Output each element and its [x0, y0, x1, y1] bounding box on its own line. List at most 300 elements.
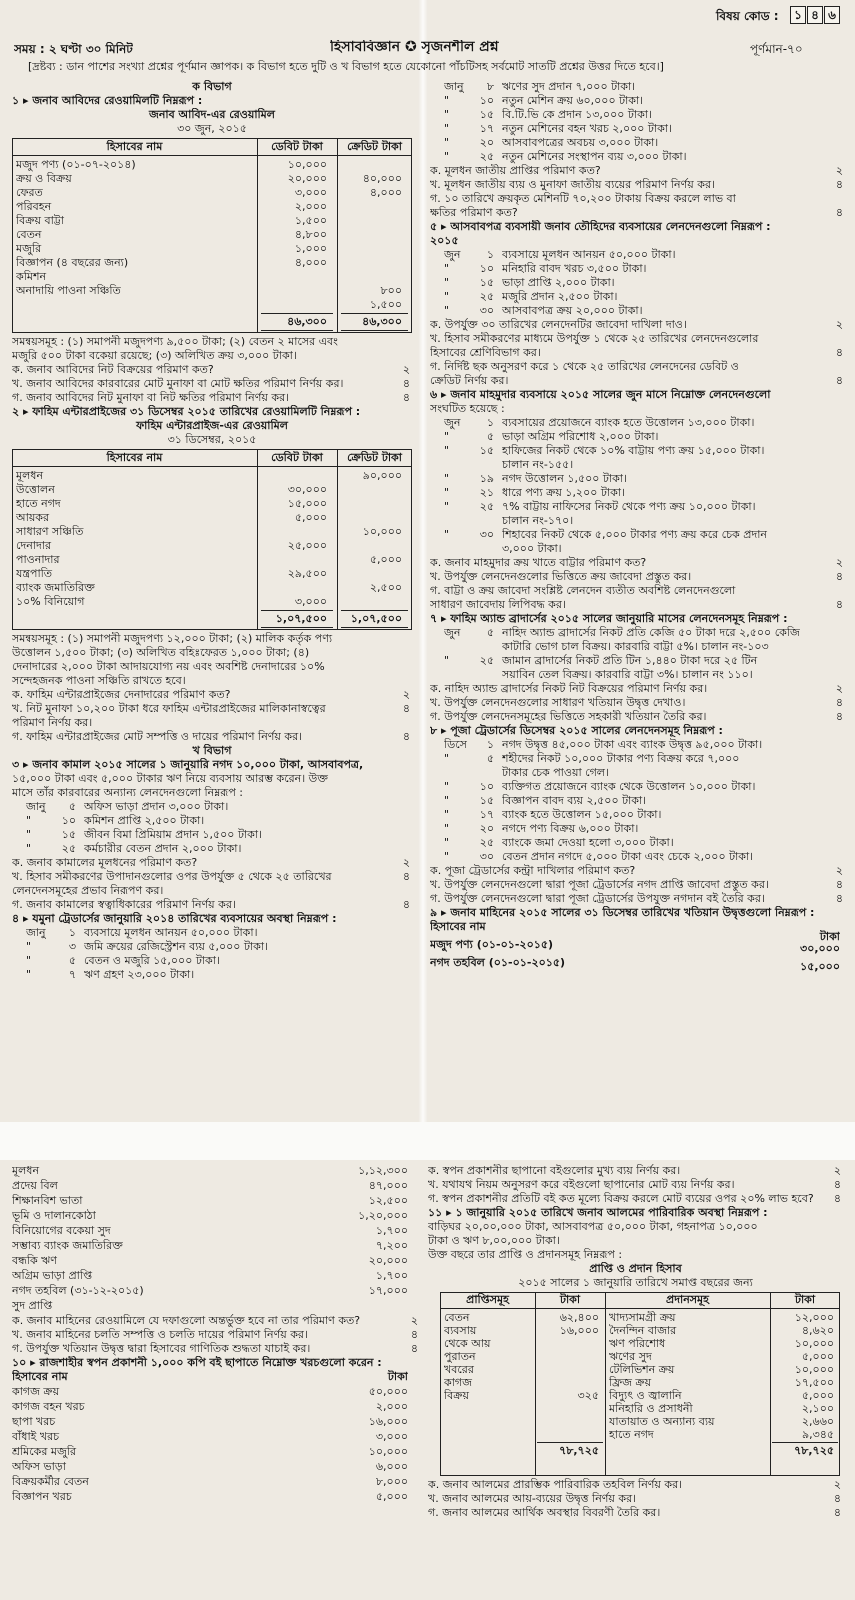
- q10-question-0-marks: ২: [833, 1164, 841, 1177]
- q1-adjustment-0: সমন্বয়সমূহ : (১) সমাপনী মজুদপণ্য ৯,৫০০ টাকা; (২) বেতন ২ মাসের এবং: [12, 335, 338, 348]
- q10-cost-amount: ৫০,০০০: [368, 1385, 408, 1398]
- q10-cost-amount: ১৬,০০০: [368, 1415, 408, 1428]
- trial-balance-1-hline: [12, 155, 412, 156]
- q5-transaction-3-month: ": [444, 290, 450, 303]
- q4-transaction-0-day: ১: [68, 926, 76, 939]
- q3-transaction-0-month: জানু: [26, 800, 46, 813]
- q4-transaction-cont-3-text: নতুন মেশিনের বহন খরচ ২,০০০ টাকা।: [502, 122, 672, 135]
- q8-transaction-1-day: ৫: [486, 752, 494, 765]
- trial-balance-2-row-credit: ৫,০০০: [369, 553, 402, 566]
- q4-transaction-cont-1-month: ": [444, 94, 450, 107]
- q8-transaction-3-text: ব্যক্তিগত প্রয়োজনে ব্যাংক থেকে উত্তোলন ১০,০০০ টাকা।: [502, 780, 756, 793]
- q8-question-2: গ. উপর্যুক্ত লেনদেনগুলো দ্বারা পূজা ট্রেডার্সের উপযুক্ত নগদান বই তৈরি কর।: [430, 892, 765, 905]
- q7-question-0-marks: ২: [835, 682, 843, 695]
- rp-total-payments: ৭৮,৭২৫: [794, 1444, 834, 1457]
- q1-question-2: গ. জনাব আবিদের নিট মুনাফা বা নিট ক্ষতির পরিমাণ নির্ণয় কর।: [12, 391, 290, 404]
- rp-receipt-name: ব্যবসায়: [444, 1324, 477, 1337]
- q3-transaction-1-text: কমিশন প্রাপ্তি ২,৫০০ টাকা।: [84, 814, 205, 827]
- q5-transaction-0-text: ব্যবসায়ে মূলধন আনয়ন ৫০,০০০ টাকা।: [502, 248, 676, 261]
- q6-transaction-8-day: ৩০: [479, 528, 494, 541]
- q7-transaction-2-month: ": [444, 654, 450, 667]
- q7-question-2-marks: ৪: [835, 710, 843, 723]
- q9-ledger-amount: ৪৭,০০০: [368, 1179, 408, 1192]
- q4-transaction-cont-0-text: ঋণের সুদ প্রদান ৭,০০০ টাকা।: [502, 80, 636, 93]
- trial-balance-2-row-debit: ৩০,০০০: [287, 483, 327, 496]
- q10-question-2-marks: ৪: [833, 1192, 841, 1205]
- q6-transaction-2-day: ১৫: [479, 444, 494, 457]
- q1-date: ৩০ জুন, ২০১৫: [177, 122, 247, 135]
- trial-balance-2-total-debit: ১,০৭,৫০০: [275, 612, 327, 625]
- q4-transaction-0-month: জানু: [26, 926, 46, 939]
- q11-question-1: খ. জনাব আলমের আয়-ব্যয়ের উদ্বৃত্ত নির্ণয় কর।: [428, 1492, 637, 1505]
- trial-balance-1-row-credit: ১,৫০০: [369, 298, 402, 311]
- q8-transaction-7-day: ২৫: [479, 836, 494, 849]
- q5-transaction-4-month: ": [444, 304, 450, 317]
- q3-intro-2: মাসে তাঁর কারবারের অন্যান্য লেনদেনগুলো নিম্নরূপ :: [12, 786, 243, 799]
- q1-question-0: ক. জনাব আবিদের নিট বিক্রয়ের পরিমাণ কত?: [12, 363, 214, 376]
- q8-transaction-2-text: টাকার চেক পাওয়া গেল।: [502, 766, 609, 779]
- q6-transaction-6-text: ৭% বাট্টায় নাফিসের নিকট থেকে পণ্য ক্রয় ১০,০০০ টাকা।: [502, 500, 756, 513]
- rp-payment-name: বিদ্যুৎ ও জ্বালানি: [609, 1389, 682, 1402]
- q5-transaction-1-day: ১০: [479, 262, 494, 275]
- rp-receipt-amount: ১৬,০০০: [559, 1324, 599, 1337]
- q2-adjustment-1: উত্তোলন ১,৫০০ টাকা; (৩) অলিখিত বহিঃফেরত ১,০০০ টাকা; (৪): [12, 646, 310, 659]
- q10-cost-name: অফিস ভাড়া: [12, 1460, 66, 1473]
- q6-transaction-0-month: জুন: [444, 416, 461, 429]
- q5-transaction-4-day: ৩০: [479, 304, 494, 317]
- q1-question-2-marks: ৪: [402, 391, 410, 404]
- q8-transaction-6-month: ": [444, 822, 450, 835]
- rp-receipt-name: বেতন: [444, 1311, 470, 1324]
- q9-ledger-amount: ২০,০০০: [368, 1254, 408, 1267]
- trial-balance-2-row-credit: ১০,০০০: [362, 525, 402, 538]
- q6-question-3: সাধারণ জাবেদায় লিপিবদ্ধ কর।: [430, 598, 566, 611]
- q5-question-4: ক্রেডিট নির্ণয় কর।: [430, 374, 509, 387]
- q9-ledger-amount: ১২,৫০০: [368, 1194, 408, 1207]
- q5-question-0: ক. উপর্যুক্ত ৩০ তারিখের লেনদেনটির জাবেদা দাখিলা দাও।: [430, 318, 687, 331]
- q5-transaction-3-text: মজুরি প্রদান ২,৫০০ টাকা।: [502, 290, 618, 303]
- rp-head-receipts: প্রাপ্তিসমূহ: [466, 1293, 509, 1306]
- subject-code-label: বিষয় কোড :: [716, 9, 779, 23]
- q9-question-1-marks: ৪: [410, 1328, 418, 1341]
- q9-ledger-amount: ১,১২,৩০০: [358, 1164, 408, 1177]
- q10-cost-name: কাগজ ক্রয়: [12, 1385, 60, 1398]
- q6-transaction-6-day: ২৫: [479, 500, 494, 513]
- trial-balance-2-row-name: সাধারণ সঞ্চিতি: [16, 525, 84, 538]
- rp-payment-name: টেলিভিশন ক্রয়: [609, 1363, 675, 1376]
- q9-ledger-amount: ১,২০,০০০: [358, 1209, 408, 1222]
- exam-time: সময় : ২ ঘণ্টা ৩০ মিনিট: [14, 42, 133, 56]
- q9-row-amount: ৩০,০০০: [800, 942, 840, 955]
- q6-question-0: ক. জনাব মাহমুদার ক্রয় খাতে বাট্টার পরিমাণ কত?: [430, 556, 647, 569]
- q7-transaction-2-day: ২৫: [479, 654, 494, 667]
- code-digit-2: ৪: [807, 6, 823, 24]
- rp-receipt-name: বিক্রয়: [444, 1389, 469, 1402]
- trial-balance-2-row-name: যন্ত্রপাতি: [16, 567, 53, 580]
- q1-adjustment-1: মজুরি ৫০০ টাকা বকেয়া রয়েছে; (৩) অলিখিত ক্রয় ৩,০০০ টাকা।: [12, 349, 297, 362]
- q4-transaction-1-text: জমি ক্রয়ের রেজিস্ট্রেশন ব্যয় ৫,০০০ টাকা।: [84, 940, 268, 953]
- rp-payment-amount: ১০,০০০: [794, 1337, 834, 1350]
- q4-transaction-cont-3-day: ১৭: [479, 122, 494, 135]
- q4-transaction-cont-5-month: ": [444, 150, 450, 163]
- trial-balance-1-row-debit: ১,৫০০: [294, 214, 327, 227]
- q6-transaction-8-month: ": [444, 528, 450, 541]
- q5-transaction-3-day: ২৫: [479, 290, 494, 303]
- q6-transaction-2-text: হাফিজের নিকট থেকে ১০% বাট্টায় পণ্য ক্রয় ১৫,০০০ টাকা।: [502, 444, 765, 457]
- code-digit-1: ১: [790, 6, 806, 24]
- q3-question-0: ক. জনাব কামালের মূলধনের পরিমাণ কত?: [12, 856, 198, 869]
- trial-balance-2-total-line1: [261, 610, 333, 611]
- q11-question-0-marks: ২: [833, 1478, 841, 1491]
- q5-intro-0: ৫ ▸ আসবাবপত্র ব্যবসায়ী জনাব তৌহিদের ব্যবসায়ের লেনদেনগুলো নিম্নরূপ :: [430, 220, 771, 233]
- q4-transaction-2-month: ": [26, 954, 32, 967]
- q10-head-amount: টাকা: [387, 1370, 408, 1383]
- trial-balance-1-row-debit: ২০,০০০: [287, 172, 327, 185]
- q11-question-0: ক. জনাব আলমের প্রারম্ভিক পারিবারিক তহবিল নির্ণয় কর।: [428, 1478, 683, 1491]
- q10-intro: ১০ ▸ রাজশাহীর স্বপন প্রকাশনী ১,০০০ কপি বই ছাপাতে নিম্নোক্ত খরচগুলো করেন :: [12, 1356, 382, 1369]
- q10-cost-name: বিজ্ঞাপন খরচ: [12, 1490, 72, 1503]
- rp-receipt-name: খবরের: [444, 1363, 474, 1376]
- q5-question-4-marks: ৪: [835, 374, 843, 387]
- q2-question-0-marks: ২: [402, 688, 410, 701]
- trial-balance-2-row-name: ১০% বিনিয়োগ: [16, 595, 85, 608]
- q4-transaction-3-day: ৭: [68, 968, 76, 981]
- trial-balance-2-row-debit: ২৯,৫০০: [287, 567, 327, 580]
- trial-balance-2-row-name: দেনাদার: [16, 539, 52, 552]
- trial-balance-1-row-name: বিক্রয় বাট্টা: [16, 214, 64, 227]
- rp-payment-name: মনিহারি ও প্রসাধনী: [609, 1402, 693, 1415]
- q3-transaction-3-month: ": [26, 842, 32, 855]
- q8-transaction-8-month: ": [444, 850, 450, 863]
- trial-balance-2-row-name: ব্যাংক জমাতিরিক্ত: [16, 581, 95, 594]
- q8-question-1-marks: ৪: [835, 878, 843, 891]
- q6-transaction-6-month: ": [444, 500, 450, 513]
- q5-transaction-1-month: ": [444, 262, 450, 275]
- rp-head-receipts-amount: টাকা: [559, 1293, 581, 1306]
- q6-transaction-1-text: ভাড়া অগ্রিম পরিশোধ ২,০০০ টাকা।: [502, 430, 659, 443]
- q2-question-0: ক. ফাহিম এন্টারপ্রাইজের দেনাদারের পরিমাণ কত?: [12, 688, 231, 701]
- q5-intro-1: ২০১৫: [430, 234, 459, 247]
- q8-transaction-3-day: ১০: [479, 780, 494, 793]
- q3-intro-0: ৩ ▸ জনাব কামাল ২০১৫ সালের ১ জানুয়ারি নগদ ১০,০০০ টাকা, আসবাবপত্র,: [12, 758, 364, 771]
- rp-receipt-name: পুরাতন: [444, 1350, 476, 1363]
- q8-transaction-7-text: ব্যাংকে জমা দেওয়া হলো ৩,০০০ টাকা।: [502, 836, 674, 849]
- rp-payment-amount: ৪,৬২০: [801, 1324, 834, 1337]
- q5-transaction-2-month: ": [444, 276, 450, 289]
- q3-transaction-2-text: জীবন বিমা প্রিমিয়াম প্রদান ১,৫০০ টাকা।: [84, 828, 262, 841]
- q9-ledger-name: মূলধন: [12, 1164, 40, 1177]
- q8-transaction-7-month: ": [444, 836, 450, 849]
- q7-transaction-3-text: সয়াবিন তেল বিক্রয়। কারবারি বাট্টা ৩%। চালান নং ১১০।: [502, 668, 753, 681]
- page-fold: [418, 0, 428, 1122]
- q2-question-1: খ. নিট মুনাফা ১০,২০০ টাকা ধরে ফাহিম এন্টারপ্রাইজের মালিকানাস্বত্বের: [12, 702, 326, 715]
- q8-transaction-6-text: নগদে পণ্য বিক্রয় ৬,০০০ টাকা।: [502, 822, 639, 835]
- q4-transaction-cont-5-day: ২৫: [479, 150, 494, 163]
- q10-cost-amount: ১০,০০০: [368, 1445, 408, 1458]
- rp-payment-amount: ১৭,৫০০: [794, 1376, 834, 1389]
- q9-ledger-amount: ১৭,০০০: [368, 1284, 408, 1297]
- q7-transaction-2-text: জামান ব্রাদার্সের নিকট প্রতি টিন ১,৪৪০ টাকা দরে ২৫ টিন: [502, 654, 758, 667]
- q6-question-1: খ. উপর্যুক্ত লেনদেনগুলোর ভিত্তিতে ক্রয় জাবেদা প্রস্তুত কর।: [430, 570, 692, 583]
- q9-ledger-name: সুদ প্রাপ্তি: [12, 1299, 53, 1312]
- q4-transaction-cont-5-text: নতুন মেশিনের সংস্থাপন ব্যয় ৩,০০০ টাকা।: [502, 150, 687, 163]
- q9-question-1: খ. জনাব মাহিনের চলতি সম্পত্তি ও চলতি দায়ের পরিমাণ নির্ণয় কর।: [12, 1328, 308, 1341]
- q6-transaction-2-month: ": [444, 444, 450, 457]
- q2-date: ৩১ ডিসেম্বর, ২০১৫: [167, 433, 257, 446]
- rp-payment-name: হাতে নগদ: [609, 1428, 654, 1441]
- q9-question-2-marks: ৪: [410, 1342, 418, 1355]
- q6-transaction-9-text: ৩,০০০ টাকা।: [502, 542, 562, 555]
- q10-question-1-marks: ৪: [833, 1178, 841, 1191]
- q6-transaction-4-day: ১৯: [479, 472, 494, 485]
- q10-question-0: ক. স্বপন প্রকাশনীর ছাপানো বইগুলোর মুখ্য ব্যয় নির্ণয় কর।: [428, 1164, 681, 1177]
- q10-cost-amount: ৮,০০০: [375, 1475, 408, 1488]
- trial-balance-1-row-name: মজুরি: [16, 242, 42, 255]
- q4-transaction-3-month: ": [26, 968, 32, 981]
- trial-balance-1-row-credit: ৪,০০০: [369, 186, 402, 199]
- rp-payment-amount: ১২,০০০: [794, 1311, 834, 1324]
- q8-transaction-8-text: বেতন প্রদান নগদে ৫,০০০ টাকা এবং চেকে ২,০০০ টাকা।: [502, 850, 754, 863]
- rp-vline-1: [605, 1292, 606, 1476]
- q2-adjustment-2: দেনাদারের ২,০০০ টাকা আদায়যোগ্য নয় এবং অবশিষ্ট দেনাদারের ১০%: [12, 660, 325, 673]
- q9-ledger-name: বিনিয়োগের বকেয়া সুদ: [12, 1224, 111, 1237]
- q8-transaction-4-month: ": [444, 794, 450, 807]
- q11-intro-1: বাড়িঘর ২০,০০,০০০ টাকা, আসবাবপত্র ৫০,০০০ টাকা, গহনাপত্র ১০,০০০: [428, 1220, 758, 1233]
- q4-transaction-cont-1-text: নতুন মেশিন ক্রয় ৬০,০০০ টাকা।: [502, 94, 644, 107]
- q9-row-amount: ১৫,০০০: [800, 960, 840, 973]
- q5-transaction-2-day: ১৫: [479, 276, 494, 289]
- q8-transaction-6-day: ২০: [479, 822, 494, 835]
- q3-question-3: গ. জনাব কামালের স্বত্বাধিকারের পরিমাণ নির্ণয় কর।: [12, 898, 236, 911]
- trial-balance-1-row-debit: ৩,০০০: [294, 186, 327, 199]
- q4-intro: ৪ ▸ যমুনা ট্রেডার্সের জানুয়ারি ২০১৪ তারিখের ব্যবসায়ের অবস্থা নিম্নরূপ :: [12, 912, 337, 925]
- q3-transaction-0-day: ৫: [68, 800, 76, 813]
- q4-transaction-cont-1-day: ১০: [479, 94, 494, 107]
- q7-question-1-marks: ৪: [835, 696, 843, 709]
- q5-question-3: গ. নির্দিষ্ট ছক অনুসরণ করে ১ থেকে ২৫ তারিখের লেনদেনের ডেবিট ও: [430, 360, 739, 373]
- rp-payment-amount: ২,১০০: [801, 1402, 834, 1415]
- q8-question-1: খ. উপর্যুক্ত লেনদেনগুলো দ্বারা পূজা ট্রেডার্সের নগদ প্রাপ্তি জাবেদা প্রস্তুত কর।: [430, 878, 769, 891]
- q7-transaction-0-day: ৫: [486, 626, 494, 639]
- q4-transaction-cont-0-day: ৮: [486, 80, 494, 93]
- q4-transaction-cont-0-month: জানু: [444, 80, 464, 93]
- q9-ledger-name: প্রদেয় বিল: [12, 1179, 58, 1192]
- q10-cost-amount: ৬,০০০: [375, 1460, 408, 1473]
- q8-transaction-1-text: শহীদের নিকট ১০,০০০ টাকার পণ্য বিক্রয় করে ৭,০০০: [502, 752, 740, 765]
- q10-cost-amount: ৩,০০০: [375, 1430, 408, 1443]
- trial-balance-1-total-dline1: [261, 330, 333, 331]
- trial-balance-1-row-name: মজুদ পণ্য (০১-০৭-২০১৪): [16, 158, 136, 171]
- q9-ledger-name: ভূমি ও দালানকোঠা: [12, 1209, 96, 1222]
- trial-balance-1-total-line1: [261, 313, 333, 314]
- code-digit-3: ৬: [824, 6, 840, 24]
- q11-question-2: গ. জনাব আলমের আর্থিক অবস্থার বিবরণী তৈরি কর।: [428, 1506, 661, 1519]
- trial-balance-2-row-credit: ৯০,০০০: [362, 469, 402, 482]
- rp-receipt-name: থেকে আয়: [444, 1337, 491, 1350]
- q9-question-2: গ. উপর্যুক্ত খতিয়ান উদ্বৃত্ত দ্বারা হিসাবের গাণিতিক শুদ্ধতা যাচাই কর।: [12, 1342, 311, 1355]
- q7-question-0: ক. নাহিদ অ্যান্ড ব্রাদার্সের নিকট নিট বিক্রয়ের পরিমাণ নির্ণয় কর।: [430, 682, 708, 695]
- q5-transaction-2-text: ভাড়া প্রাপ্তি ২,০০০ টাকা।: [502, 276, 615, 289]
- q8-intro: ৮ ▸ পূজা ট্রেডার্সের ডিসেম্বর ২০১৫ সালের লেনদেনসমূহ নিম্নরূপ :: [430, 724, 723, 737]
- q8-transaction-8-day: ৩০: [479, 850, 494, 863]
- q1-title: জনাব আবিদ-এর রেওয়ামিল: [149, 108, 275, 121]
- q6-transaction-8-text: শিহাবের নিকট থেকে ৫,০০০ টাকার পণ্য ক্রয় করে চেক প্রদান: [502, 528, 767, 541]
- trial-balance-2-hline: [12, 466, 412, 467]
- q6-question-0-marks: ২: [835, 556, 843, 569]
- rp-payment-amount: ৫,০০০: [801, 1350, 834, 1363]
- q11-question-2-marks: ৪: [833, 1506, 841, 1519]
- q9-ledger-name: নগদ তহবিল (৩১-১২-২০১৫): [12, 1284, 144, 1297]
- rp-payment-amount: ২,৬৬০: [801, 1415, 834, 1428]
- page-gap: [0, 1122, 855, 1160]
- trial-balance-2-total-line2: [341, 610, 408, 611]
- trial-balance-2-row-debit: ১৫,০০০: [287, 497, 327, 510]
- q2-adjustment-0: সমন্বয়সমূহ : (১) সমাপনী মজুদপণ্য ১২,০০০ টাকা; (২) মালিক কর্তৃক পণ্য: [12, 632, 333, 645]
- q9-ledger-amount: ৭,২০০: [375, 1239, 408, 1252]
- q2-title: ফাহিম এন্টারপ্রাইজ-এর রেওয়ামিল: [136, 419, 288, 432]
- q4-transaction-cont-3-month: ": [444, 122, 450, 135]
- q5-question-2-marks: ৪: [835, 346, 843, 359]
- q11-intro-3: উক্ত বছরে তার প্রাপ্তি ও প্রদানসমূহ নিম্নরূপ :: [428, 1248, 623, 1261]
- full-marks: পূর্ণমান-৭০: [750, 42, 803, 56]
- q8-transaction-4-text: বিজ্ঞাপন বাবদ ব্যয় ২,৫০০ টাকা।: [502, 794, 647, 807]
- q8-transaction-5-month: ": [444, 808, 450, 821]
- q7-transaction-1-text: কাটারি ভোগ চাল বিক্রয়। কারবারি বাট্টা ৫%। চালান নং-১০৩: [502, 640, 769, 653]
- rp-head-line: [440, 1308, 840, 1309]
- q6-transaction-3-text: চালান নং-১৫৫।: [502, 458, 574, 471]
- q9-ledger-name: বন্ধকি ঋণ: [12, 1254, 57, 1267]
- q4-question-1-marks: ৪: [835, 178, 843, 191]
- q4-question-0: ক. মূলধন জাতীয় প্রাপ্তির পরিমাণ কত?: [430, 164, 601, 177]
- q4-transaction-cont-2-text: বি.টি.ভি কে প্রদান ১৩,০০০ টাকা।: [502, 108, 652, 121]
- trial-balance-1-row-credit: ৮০০: [380, 284, 402, 297]
- trial-balance-1-head-credit: ক্রেডিট টাকা: [347, 140, 402, 153]
- q2-question-2: পরিমাণ নির্ণয় কর।: [12, 716, 93, 729]
- q1-question-1: খ. জনাব আবিদের কারবারের মোট মুনাফা বা মোট ক্ষতির পরিমাণ নির্ণয় কর।: [12, 377, 344, 390]
- q2-question-1-marks: ৪: [402, 702, 410, 715]
- rp-payment-amount: ৫,০০০: [801, 1389, 834, 1402]
- q4-transaction-1-month: ": [26, 940, 32, 953]
- q10-cost-name: বিক্রয়কর্মীর বেতন: [12, 1475, 89, 1488]
- trial-balance-1-row-debit: ২,০০০: [294, 200, 327, 213]
- q4-transaction-2-text: বেতন ও মজুরি ১৫,০০০ টাকা।: [84, 954, 220, 967]
- trial-balance-2-row-credit: ২,৫০০: [369, 581, 402, 594]
- q8-transaction-4-day: ১৫: [479, 794, 494, 807]
- rp-payment-name: খাদ্যসামগ্রী ক্রয়: [609, 1311, 676, 1324]
- trial-balance-1-row-name: পরিবহন: [16, 200, 52, 213]
- q5-question-0-marks: ২: [835, 318, 843, 331]
- q2-intro: ২ ▸ ফাহিম এন্টারপ্রাইজের ৩১ ডিসেম্বর ২০১৫ তারিখের রেওয়ামিলটি নিম্নরূপ :: [12, 405, 361, 418]
- q3-intro-1: ১৫,০০০ টাকা এবং ৫,০০০ টাকার ঋণ নিয়ে ব্যবসায় আরম্ভ করেন। উক্ত: [12, 772, 328, 785]
- q10-cost-name: শ্রমিকের মজুরি: [12, 1445, 77, 1458]
- trial-balance-2-head-debit: ডেবিট টাকা: [271, 451, 323, 464]
- q2-question-3: গ. ফাহিম এন্টারপ্রাইজের মোট সম্পত্তি ও দায়ের পরিমাণ নির্ণয় কর।: [12, 730, 303, 743]
- q8-transaction-0-text: নগদ উদ্বৃত্ত ৪৫,০০০ টাকা এবং ব্যাংক উদ্বৃত্ত ৯৫,০০০ টাকা।: [502, 738, 763, 751]
- q6-intro-0: ৬ ▸ জনাব মাহমুদার ব্যবসায়ে ২০১৫ সালের জুন মাসে নিম্নোক্ত লেনদেনগুলো: [430, 388, 771, 401]
- q8-transaction-5-text: ব্যাংক হতে উত্তোলন ১৫,০০০ টাকা।: [502, 808, 662, 821]
- q9-ledger-name: অগ্রিম ভাড়া প্রাপ্তি: [12, 1269, 93, 1282]
- instruction-note: [দ্রষ্টব্য : ডান পাশের সংখ্যা প্রশ্নের পূর্ণমান জ্ঞাপক। ক বিভাগ হতে দুটি ও খ বিভাগ হতে যেকোনো পাঁচটিসহ সর্বমোট সাতটি প্রশ্নের উত্তর দিতে হবে।]: [28, 60, 664, 73]
- q8-transaction-1-month: ": [444, 752, 450, 765]
- section-kha-heading: খ বিভাগ: [192, 744, 232, 757]
- q4-transaction-0-text: ব্যবসায়ে মূলধন আনয়ন ৫০,০০০ টাকা।: [84, 926, 258, 939]
- q8-question-0-marks: ২: [835, 864, 843, 877]
- trial-balance-1-row-name: কমিশন: [16, 270, 47, 283]
- exam-title: হিসাববিজ্ঞান ✪ সৃজনশীল প্রশ্ন: [330, 40, 499, 54]
- q7-question-2: গ. উপর্যুক্ত লেনদেনসমূহের ভিত্তিতে সহকারী খতিয়ান তৈরি কর।: [430, 710, 707, 723]
- q10-question-2: গ. স্বপন প্রকাশনীর প্রতিটি বই কত মূল্যে বিক্রয় করলে মোট ব্যয়ের ওপর ২০% লাভ হবে?: [428, 1192, 814, 1205]
- q4-transaction-cont-4-day: ২০: [479, 136, 494, 149]
- q10-cost-name: ছাপা খরচ: [12, 1415, 56, 1428]
- q4-transaction-cont-4-month: ": [444, 136, 450, 149]
- q6-transaction-4-text: নগদ উত্তোলন ১,৫০০ টাকা।: [502, 472, 627, 485]
- q7-transaction-0-text: নাহিদ অ্যান্ড ব্রাদার্সের নিকট প্রতি কেজি ৫০ টাকা দরে ২,৫০০ কেজি: [502, 626, 800, 639]
- q7-intro: ৭ ▸ ফাহিম অ্যান্ড ব্রাদার্সের ২০১৫ সালের জানুয়ারি মাসের লেনদেনসমূহ নিম্নরূপ :: [430, 612, 788, 625]
- q1-intro: ১ ▸ জনাব আবিদের রেওয়ামিলটি নিম্নরূপ :: [12, 94, 203, 107]
- trial-balance-1-row-name: বেতন: [16, 228, 42, 241]
- q3-transaction-1-day: ১০: [61, 814, 76, 827]
- q4-transaction-2-day: ৫: [68, 954, 76, 967]
- q4-transaction-3-text: ঋণ গ্রহণ ২৩,০০০ টাকা।: [84, 968, 195, 981]
- q3-transaction-2-month: ": [26, 828, 32, 841]
- q10-cost-name: কাগজ বহন খরচ: [12, 1400, 85, 1413]
- q9-row-name: মজুদ পণ্য (০১-০১-২০১৫): [430, 938, 554, 951]
- q10-cost-name: বাঁধাই খরচ: [12, 1430, 60, 1443]
- rp-total-receipts: ৭৮,৭২৫: [559, 1444, 599, 1457]
- q3-transaction-1-month: ": [26, 814, 32, 827]
- q9-ledger-name: শিক্ষানবিশ ভাতা: [12, 1194, 83, 1207]
- rp-payment-name: যাতায়াত ও অন্যান্য ব্যয়: [609, 1415, 715, 1428]
- trial-balance-2-row-debit: ৩,০০০: [294, 595, 327, 608]
- rp-receipt-amount: ৬২,৪০০: [559, 1311, 599, 1324]
- q9-ledger-amount: ১,৭০০: [375, 1269, 408, 1282]
- q5-question-1: খ. হিসাব সমীকরণের মাধ্যমে উপর্যুক্ত ১ থেকে ২৫ তারিখের লেনদেনগুলোর: [430, 332, 759, 345]
- trial-balance-2-head-credit: ক্রেডিট টাকা: [347, 451, 402, 464]
- trial-balance-1-row-debit: ৪,০০০: [294, 256, 327, 269]
- q6-transaction-5-text: ধারে পণ্য ক্রয় ১,২০০ টাকা।: [502, 486, 625, 499]
- q4-question-0-marks: ২: [835, 164, 843, 177]
- trial-balance-2-total-dline2: [341, 627, 408, 628]
- trial-balance-1-row-name: বিজ্ঞাপন (৪ বছরের জন্য): [16, 256, 129, 269]
- q3-question-2: লেনদেনসমূহের প্রভাব নিরূপণ কর।: [12, 884, 164, 897]
- rp-payment-name: দৈনন্দিন বাজার: [609, 1324, 677, 1337]
- q10-question-1: খ. যথাযথ নিয়ম অনুসরণ করে বইগুলো ছাপানোর মোট ব্যয় নির্ণয় কর।: [428, 1178, 735, 1191]
- trial-balance-1-total-debit: ৪৬,৩০০: [287, 315, 327, 328]
- q9-intro: ৯ ▸ জনাব মাহিনের ২০১৫ সালের ৩১ ডিসেম্বর তারিখের খতিয়ান উদ্বৃত্তগুলো নিম্নরূপ :: [430, 906, 815, 919]
- q3-question-0-marks: ২: [402, 856, 410, 869]
- q4-transaction-cont-4-text: আসবাবপত্রের অবচয় ৩,০০০ টাকা।: [502, 136, 659, 149]
- q6-transaction-0-day: ১: [486, 416, 494, 429]
- q4-question-1: খ. মূলধন জাতীয় ব্যয় ও মুনাফা জাতীয় ব্যয়ের পরিমাণ নির্ণয় কর।: [430, 178, 715, 191]
- q3-transaction-3-day: ২৫: [61, 842, 76, 855]
- q6-question-2: গ. বাট্টা ও ক্রয় জাবেদা সংশ্লিষ্ট লেনদেন ব্যতীত অবশিষ্ট লেনদেনগুলো: [430, 584, 736, 597]
- q8-transaction-3-month: ": [444, 780, 450, 793]
- trial-balance-2-row-name: উত্তোলন: [16, 483, 55, 496]
- q8-question-0: ক. পূজা ট্রেডার্সের কন্ট্রা দাখিলার পরিমাণ কত?: [430, 864, 636, 877]
- q8-transaction-5-day: ১৭: [479, 808, 494, 821]
- q5-transaction-4-text: আসবাবপত্র ক্রয় ২০,০০০ টাকা।: [502, 304, 643, 317]
- rp-receipt-name: কাগজ: [444, 1376, 472, 1389]
- q3-transaction-0-text: অফিস ভাড়া প্রদান ৩,০০০ টাকা।: [84, 800, 229, 813]
- q10-head-name: হিসাবের নাম: [12, 1370, 68, 1383]
- trial-balance-2-row-debit: ২৫,০০০: [287, 539, 327, 552]
- q9-head-amount: টাকা: [819, 930, 840, 943]
- q4-transaction-1-day: ৩: [68, 940, 76, 953]
- trial-balance-1-row-debit: ১,০০০: [294, 242, 327, 255]
- trial-balance-1-row-credit: ৪০,০০০: [362, 172, 402, 185]
- rp-total-line-1: [537, 1442, 603, 1443]
- trial-balance-2-total-credit: ১,০৭,৫০০: [350, 612, 402, 625]
